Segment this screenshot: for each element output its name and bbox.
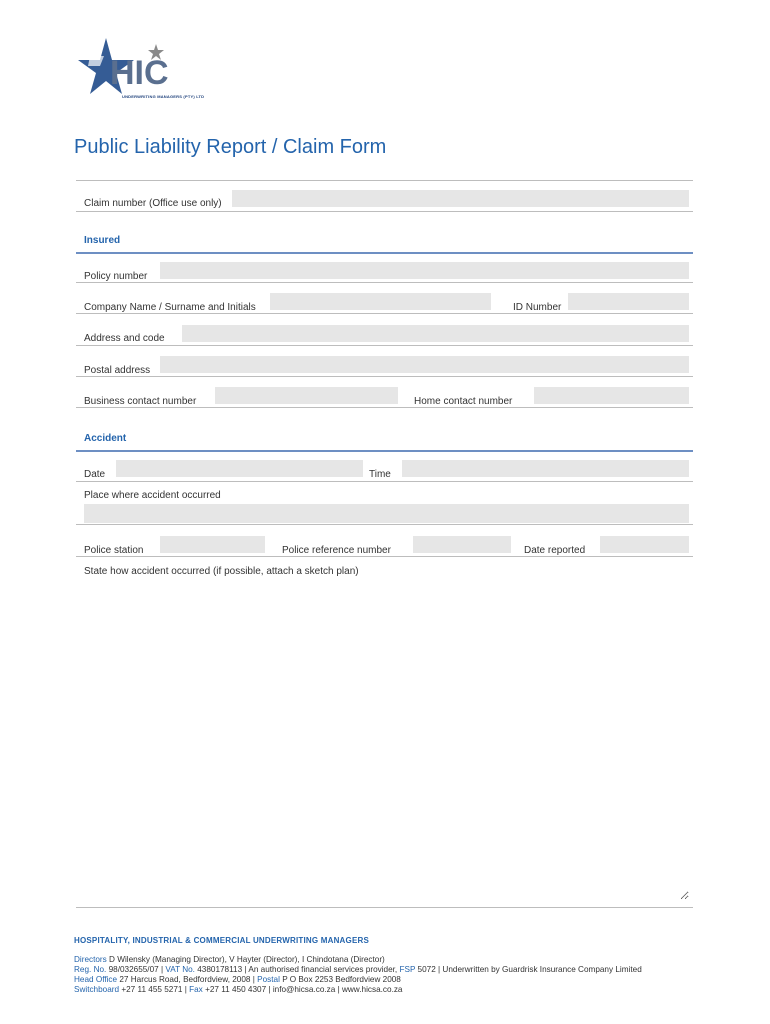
divider xyxy=(76,282,693,283)
divider xyxy=(76,524,693,525)
postal-address-field[interactable] xyxy=(160,356,689,373)
footer-divider xyxy=(76,907,693,908)
head-office-label: Head Office xyxy=(74,975,118,984)
date-reported-field[interactable] xyxy=(600,536,689,553)
company-logo xyxy=(70,36,205,104)
reg-value: 98/032655/07 xyxy=(108,965,159,974)
time-field[interactable] xyxy=(402,460,689,477)
logo-subtitle: UNDERWRITING MANAGERS (PTY) LTD xyxy=(122,94,205,99)
switchboard-value: +27 11 455 5271 xyxy=(121,985,183,994)
postal-value: P O Box 2253 Bedfordview 2008 xyxy=(282,975,401,984)
postal-label: Postal xyxy=(257,975,280,984)
fax-value: +27 11 450 4307 | info@hicsa.co.za | www.hicsa.co.za xyxy=(205,985,403,994)
fax-label: Fax xyxy=(189,985,203,994)
section-divider xyxy=(76,450,693,452)
footer-contact: Switchboard +27 11 455 5271 | Fax +27 11 450 4307 | info@hicsa.co.za | www.hicsa.co.za xyxy=(74,985,403,994)
switchboard-label: Switchboard xyxy=(74,985,120,994)
claim-number-label: Claim number (Office use only) xyxy=(84,198,222,209)
vat-label: VAT No. xyxy=(165,965,195,974)
divider xyxy=(76,180,693,181)
place-field[interactable] xyxy=(84,504,689,523)
vat-value: 4380178113 | An authorised financial services provider, xyxy=(197,965,398,974)
business-contact-field[interactable] xyxy=(215,387,398,404)
police-reference-label: Police reference number xyxy=(282,545,391,556)
reg-label: Reg. No. xyxy=(74,965,107,974)
time-label: Time xyxy=(369,469,391,480)
claim-number-field[interactable] xyxy=(232,190,689,207)
accident-description-area[interactable] xyxy=(84,582,689,900)
address-field[interactable] xyxy=(182,325,689,342)
company-name-field[interactable] xyxy=(270,293,491,310)
place-label: Place where accident occurred xyxy=(84,490,221,501)
police-station-field[interactable] xyxy=(160,536,265,553)
company-name-label: Company Name / Surname and Initials xyxy=(84,302,256,313)
divider xyxy=(76,376,693,377)
divider xyxy=(76,211,693,212)
state-how-label: State how accident occurred (if possible, attach a sketch plan) xyxy=(84,566,359,577)
directors-value: D Wilensky (Managing Director), V Hayter (Director), I Chindotana (Director) xyxy=(109,955,385,964)
fsp-value: 5072 | Underwritten by Guardrisk Insurance Company Limited xyxy=(417,965,642,974)
divider xyxy=(76,313,693,314)
footer-directors xyxy=(74,955,385,964)
policy-number-field[interactable] xyxy=(160,262,689,279)
divider xyxy=(76,556,693,557)
footer-heading: HOSPITALITY, INDUSTRIAL & COMMERCIAL UNDERWRITING MANAGERS xyxy=(74,936,370,945)
date-label: Date xyxy=(84,469,106,480)
policy-number-label: Policy number xyxy=(84,271,148,282)
address-label: Address and code xyxy=(84,333,165,344)
postal-address-label: Postal address xyxy=(84,365,151,376)
home-contact-label: Home contact number xyxy=(414,396,513,407)
page-title: Public Liability Report / Claim Form xyxy=(74,136,387,158)
divider xyxy=(76,407,693,408)
id-number-field[interactable] xyxy=(568,293,689,310)
head-office-value: 27 Harcus Road, Bedfordview, 2008 xyxy=(119,975,251,984)
fsp-label: FSP xyxy=(399,965,416,974)
business-contact-label: Business contact number xyxy=(84,396,197,407)
footer-registration: Reg. No. 98/032655/07 | VAT No. 4380178113 | An authorised financial services provider, FSP 5072 | Underwritten by Guardrisk Insurance Company Limited xyxy=(74,965,642,974)
section-insured: Insured xyxy=(84,235,121,246)
divider xyxy=(76,345,693,346)
police-reference-field[interactable] xyxy=(413,536,511,553)
id-number-label: ID Number xyxy=(513,302,562,313)
date-field[interactable] xyxy=(116,460,363,477)
police-station-label: Police station xyxy=(84,545,144,556)
section-accident: Accident xyxy=(84,433,127,444)
directors-label: Directors xyxy=(74,955,107,964)
logo-text: HIC xyxy=(110,54,169,92)
footer-address: Head Office 27 Harcus Road, Bedfordview, 2008 | Postal P O Box 2253 Bedfordview 2008 xyxy=(74,975,401,984)
home-contact-field[interactable] xyxy=(534,387,689,404)
divider xyxy=(76,481,693,482)
date-reported-label: Date reported xyxy=(524,545,586,556)
section-divider xyxy=(76,252,693,254)
